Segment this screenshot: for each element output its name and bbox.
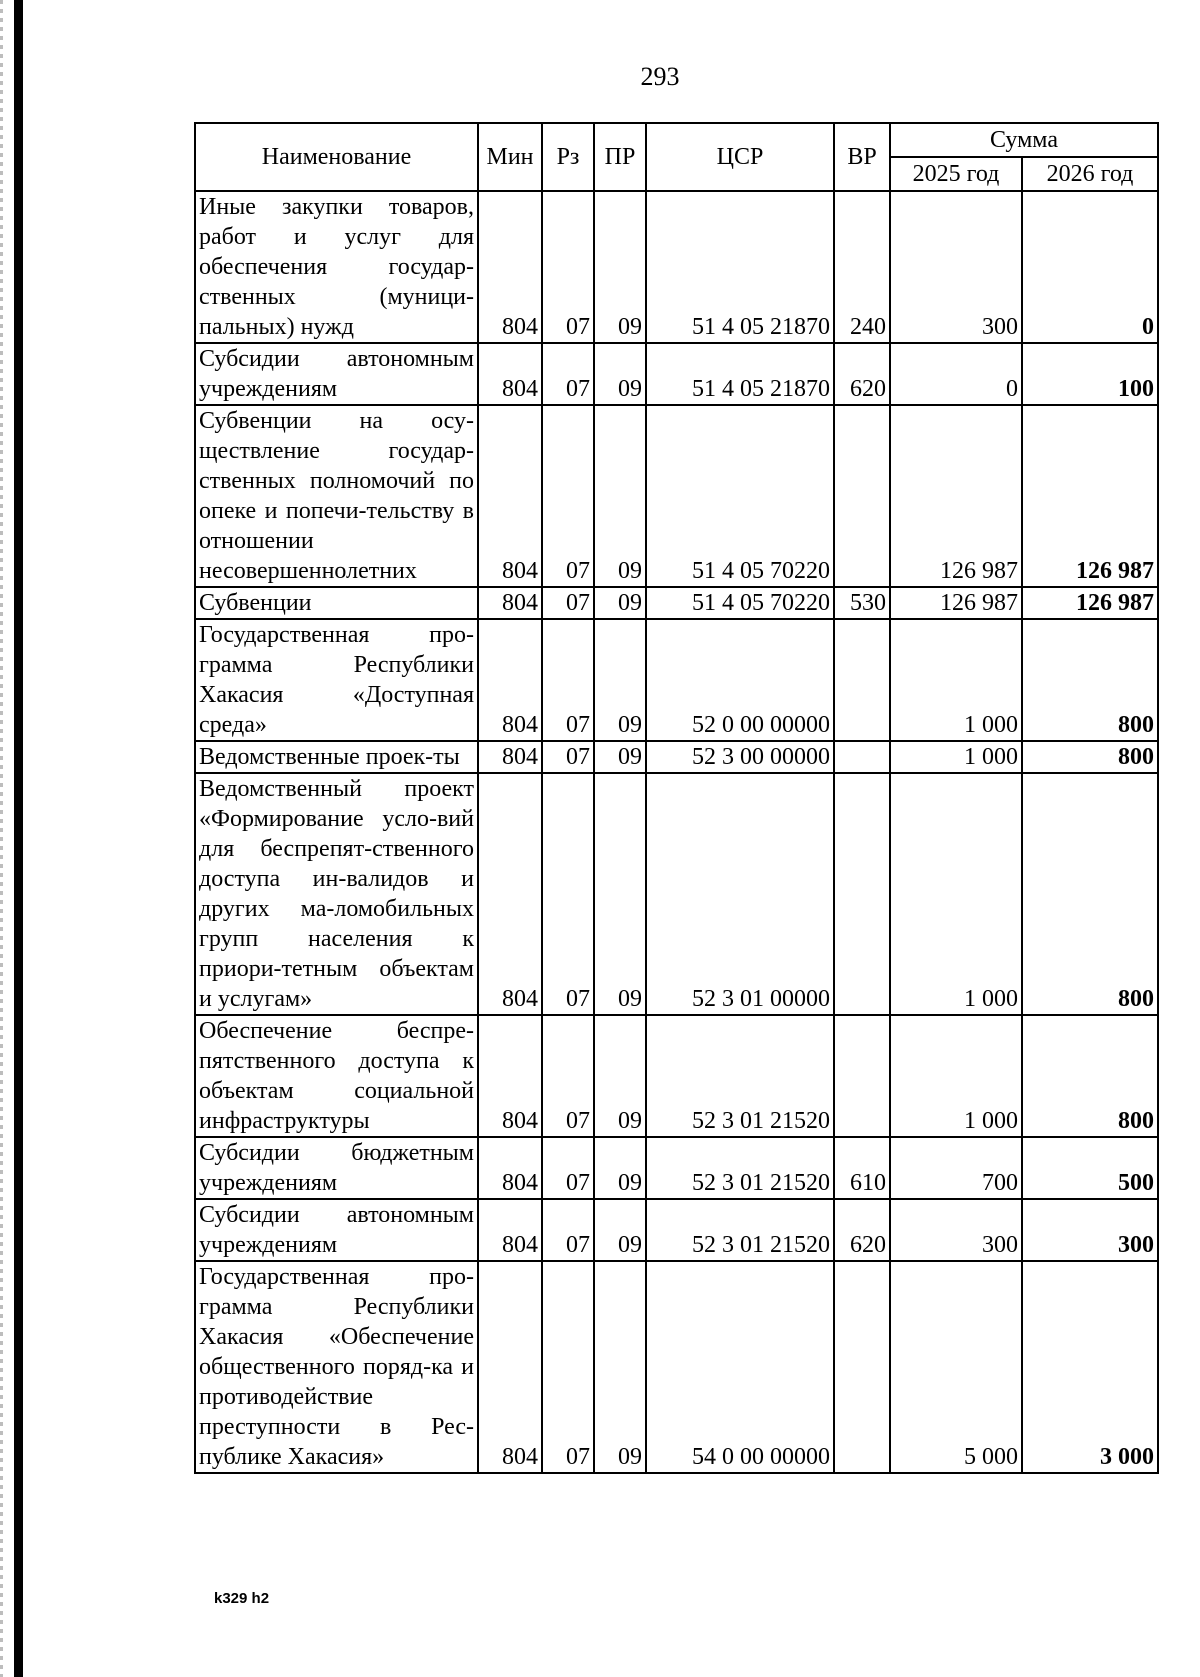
budget-table [194,122,1159,1474]
row-rz: 07 [542,1261,594,1473]
row-csr: 51 4 05 21870 [646,191,834,343]
row-min: 804 [478,343,542,405]
row-name: Государственная про-грамма Республики Хакасия «Обеспечение общественного поряд-ка и противодействие преступности в Рес-публике Хакасия» [195,1261,478,1473]
row-name: Субвенции на осу-ществление государ-ственных полномочий по опеке и попечи-тельству в отношении несовершеннолетних [195,405,478,587]
row-name: Субсидии бюджетным учреждениям [195,1137,478,1199]
row-pr: 09 [594,587,646,619]
row-2026: 300 [1022,1199,1158,1261]
row-pr: 09 [594,773,646,1015]
row-rz: 07 [542,587,594,619]
row-min: 804 [478,1261,542,1473]
row-vr: 610 [834,1137,890,1199]
row-min: 804 [478,619,542,741]
row-pr: 09 [594,1261,646,1473]
row-csr: 52 3 00 00000 [646,741,834,773]
table-row [195,741,1158,773]
scan-binding-shadow [0,0,3,1677]
row-2025: 700 [890,1137,1022,1199]
row-2025: 5 000 [890,1261,1022,1473]
row-min: 804 [478,1137,542,1199]
row-vr: 620 [834,343,890,405]
row-2026: 3 000 [1022,1261,1158,1473]
row-pr: 09 [594,741,646,773]
table-row [195,587,1158,619]
row-2026: 800 [1022,741,1158,773]
header-year-2025: 2025 год [890,157,1022,191]
row-rz: 07 [542,343,594,405]
table-row [195,1137,1158,1199]
header-min: Мин [478,123,542,191]
row-min: 804 [478,191,542,343]
row-csr: 51 4 05 21870 [646,343,834,405]
row-min: 804 [478,741,542,773]
row-vr [834,619,890,741]
row-2025: 1 000 [890,1015,1022,1137]
table-row [195,405,1158,587]
table-row [195,1199,1158,1261]
row-csr: 52 0 00 00000 [646,619,834,741]
row-2025: 300 [890,1199,1022,1261]
page-number: 293 [640,62,680,91]
row-csr: 52 3 01 00000 [646,773,834,1015]
row-vr [834,405,890,587]
row-vr: 620 [834,1199,890,1261]
row-pr: 09 [594,619,646,741]
row-csr: 52 3 01 21520 [646,1137,834,1199]
row-2026: 126 987 [1022,405,1158,587]
header-rz: Рз [542,123,594,191]
row-name: Обеспечение беспре-пятственного доступа к объектам социальной инфраструктуры [195,1015,478,1137]
row-rz: 07 [542,773,594,1015]
row-vr [834,773,890,1015]
table-row [195,619,1158,741]
row-2026: 800 [1022,1015,1158,1137]
row-2025: 1 000 [890,619,1022,741]
table-row [195,343,1158,405]
scan-binding-edge [14,0,23,1677]
table-body [195,191,1158,1473]
row-csr: 54 0 00 00000 [646,1261,834,1473]
header-vr: ВР [834,123,890,191]
row-name: Иные закупки товаров, работ и услуг для обеспечения государ-ственных (муници-пальных) нужд [195,191,478,343]
row-name: Субсидии автономным учреждениям [195,343,478,405]
table-row [195,191,1158,343]
row-name: Субсидии автономным учреждениям [195,1199,478,1261]
row-2025: 0 [890,343,1022,405]
row-2026: 0 [1022,191,1158,343]
row-2026: 800 [1022,619,1158,741]
row-name: Ведомственные проек-ты [195,741,478,773]
row-vr: 530 [834,587,890,619]
header-name: Наименование [195,123,478,191]
row-rz: 07 [542,1015,594,1137]
table-row [195,773,1158,1015]
row-pr: 09 [594,191,646,343]
row-2025: 1 000 [890,741,1022,773]
row-name: Субвенции [195,587,478,619]
row-csr: 51 4 05 70220 [646,405,834,587]
row-csr: 51 4 05 70220 [646,587,834,619]
row-min: 804 [478,1015,542,1137]
row-name: Государственная про-грамма Республики Хакасия «Доступная среда» [195,619,478,741]
row-vr [834,1015,890,1137]
header-row-top [195,123,1158,157]
row-rz: 07 [542,1137,594,1199]
row-csr: 52 3 01 21520 [646,1199,834,1261]
row-pr: 09 [594,1137,646,1199]
row-rz: 07 [542,741,594,773]
row-2026: 126 987 [1022,587,1158,619]
row-2025: 300 [890,191,1022,343]
row-pr: 09 [594,405,646,587]
row-csr: 52 3 01 21520 [646,1015,834,1137]
row-2025: 126 987 [890,405,1022,587]
row-vr [834,1261,890,1473]
row-min: 804 [478,405,542,587]
row-min: 804 [478,773,542,1015]
row-rz: 07 [542,405,594,587]
row-vr: 240 [834,191,890,343]
footer-code: k329 h2 [214,1590,270,1607]
table-row [195,1261,1158,1473]
row-pr: 09 [594,1015,646,1137]
row-name: Ведомственный проект «Формирование усло-вий для беспрепят-ственного доступа ин-валидов и других ма-ломобильных групп населения к приори-тетным объектам и услугам» [195,773,478,1015]
row-2026: 500 [1022,1137,1158,1199]
row-2025: 1 000 [890,773,1022,1015]
row-2026: 800 [1022,773,1158,1015]
header-sum: Сумма [890,123,1158,157]
row-min: 804 [478,587,542,619]
row-rz: 07 [542,619,594,741]
header-csr: ЦСР [646,123,834,191]
row-pr: 09 [594,343,646,405]
row-2025: 126 987 [890,587,1022,619]
row-rz: 07 [542,191,594,343]
row-2026: 100 [1022,343,1158,405]
row-vr [834,741,890,773]
row-rz: 07 [542,1199,594,1261]
row-pr: 09 [594,1199,646,1261]
row-min: 804 [478,1199,542,1261]
header-year-2026: 2026 год [1022,157,1158,191]
table-row [195,1015,1158,1137]
header-pr: ПР [594,123,646,191]
